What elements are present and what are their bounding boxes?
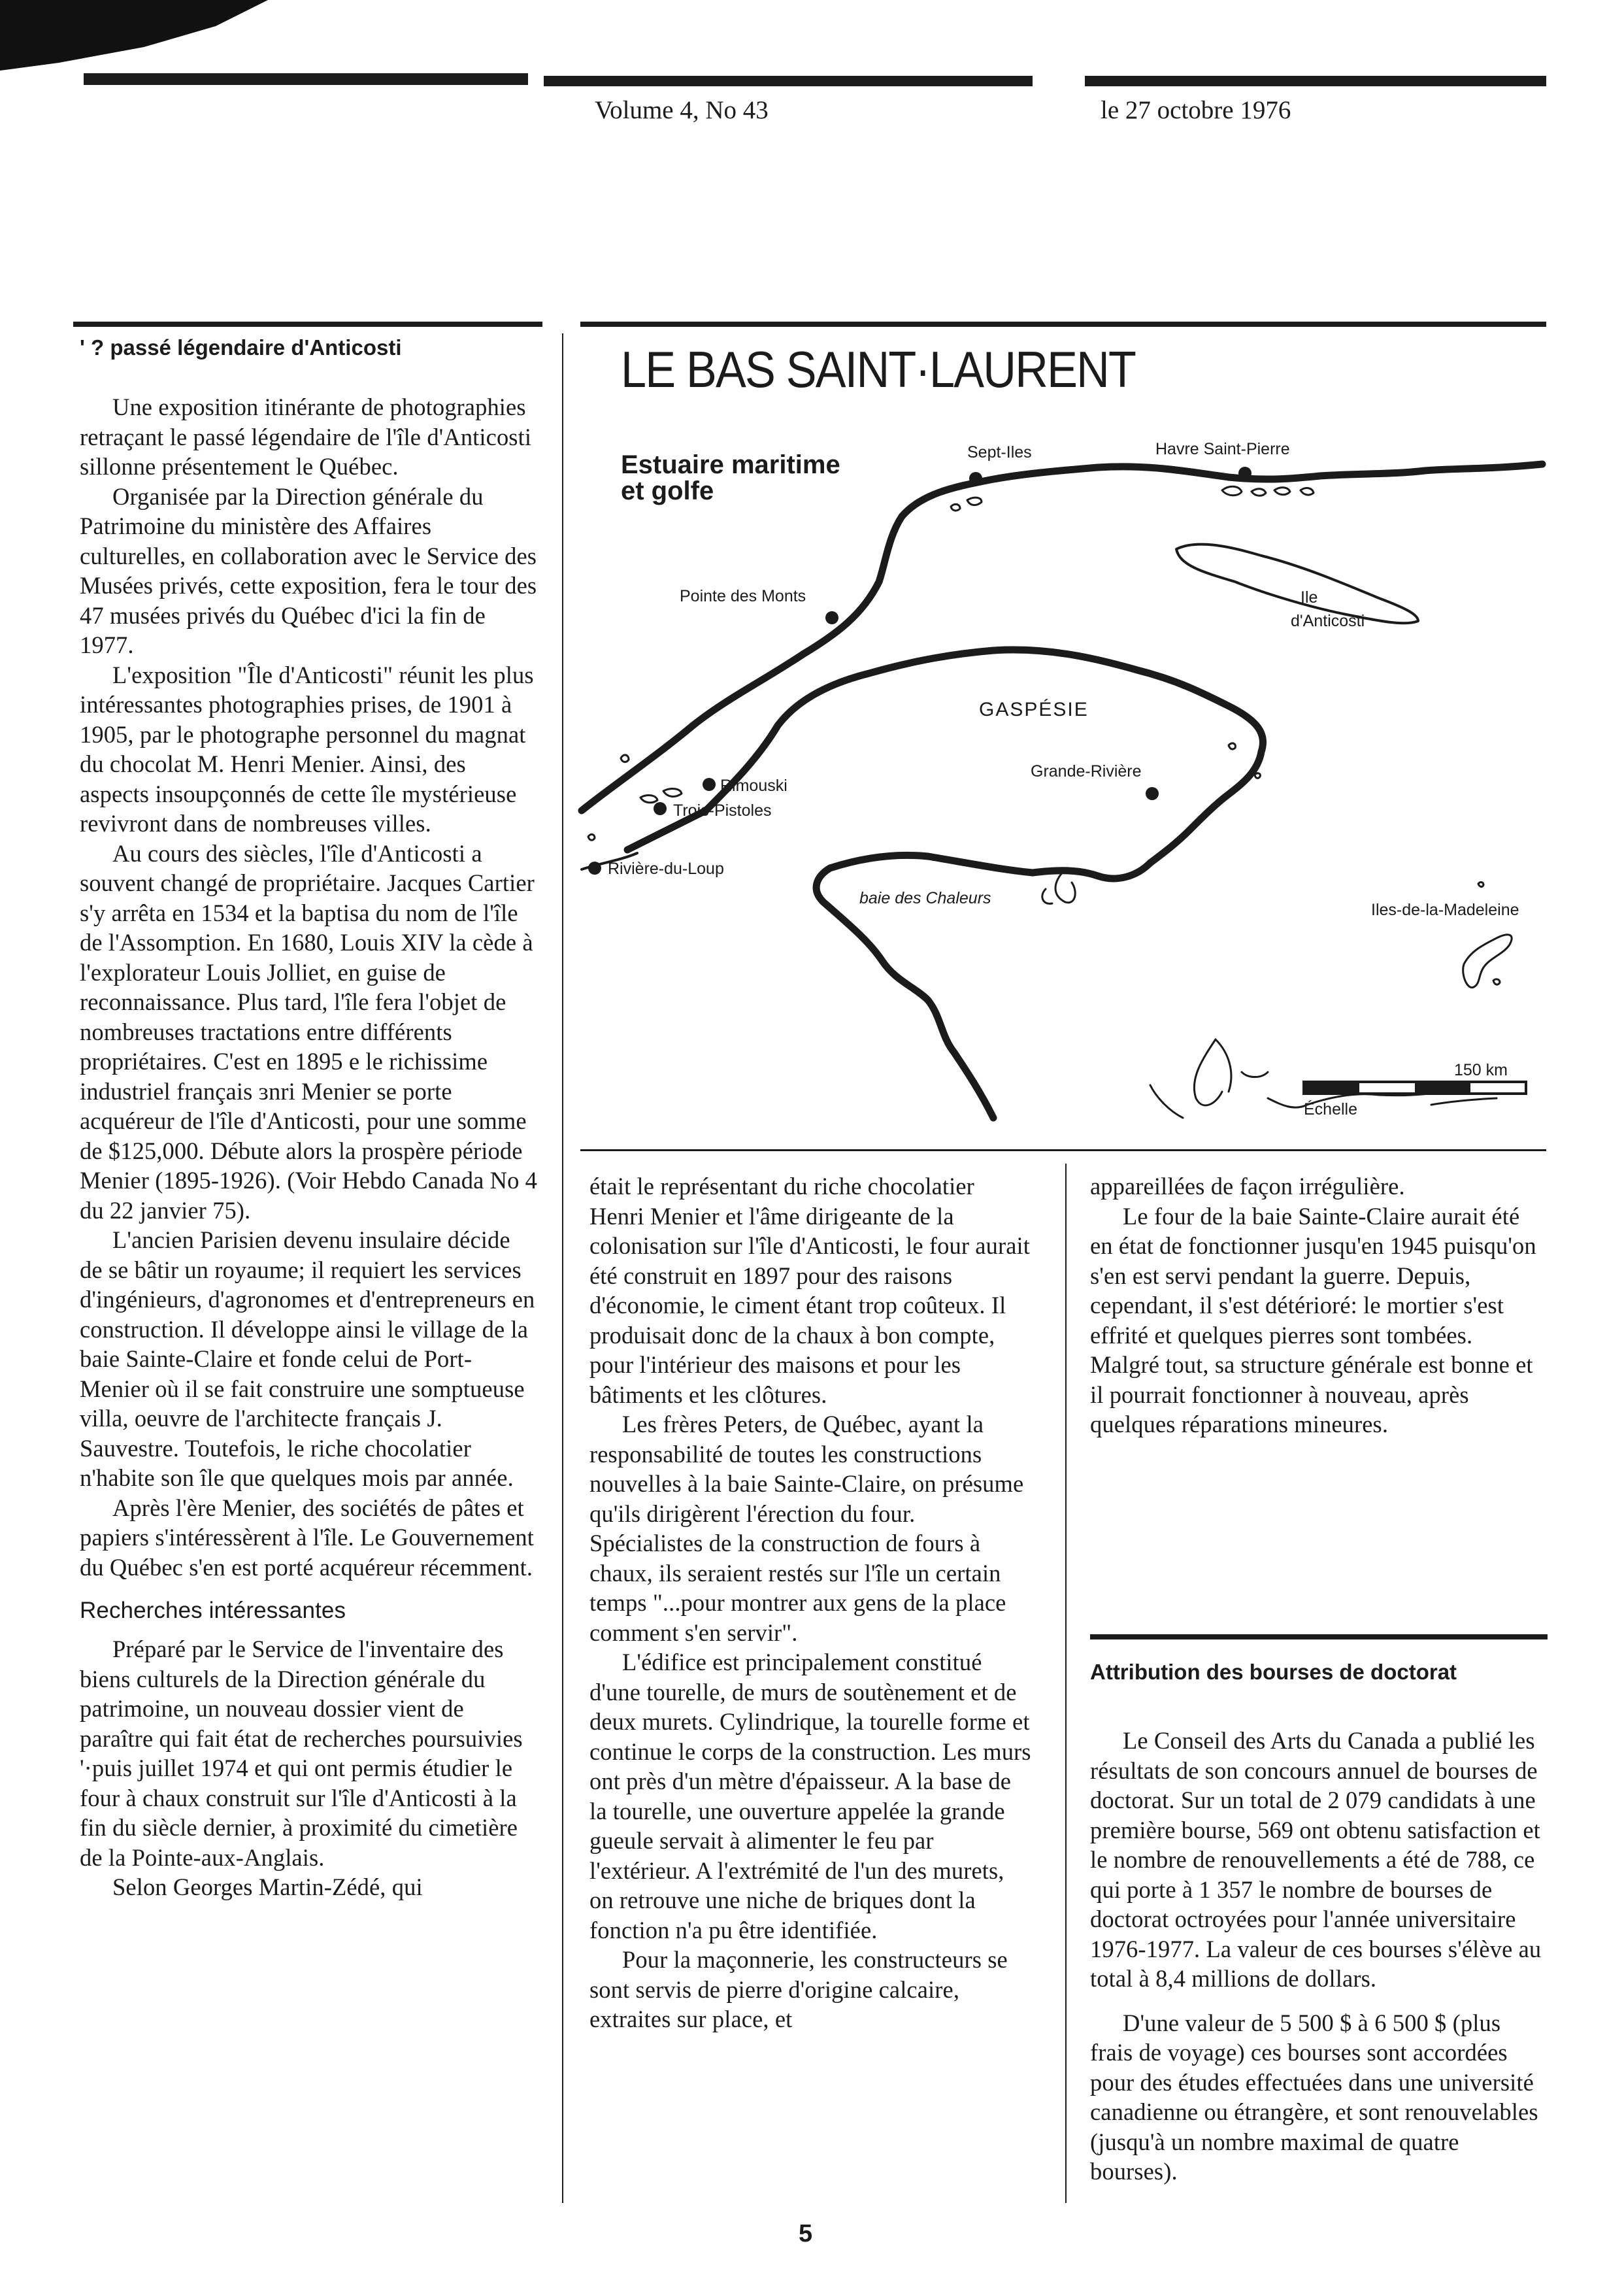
map-title: LE BAS SAINT·LAURENT	[621, 341, 1136, 398]
north-shore-coastline	[582, 464, 1542, 811]
right-paragraph-1: appareillées de façon irrégulière.	[1090, 1173, 1405, 1200]
left-paragraph-7: Préparé par le Service de l'inventaire des biens culturels de la Direction générale du patrimoine, un nouveau dossier vient de paraître qui fait état de recherches poursuivies '·puis juillet 1974 et qui ont permis étudier le four à chaux construit sur l'île d'Anticosti à la fin du siècle dernier, à proximité du cimetière de la Pointe-aux-Anglais.	[80, 1636, 523, 1871]
right-paragraph-2: Le four de la baie Sainte-Claire aurait été en état de fonctionner jusqu'en 1945 puisqu'on s'en est servi pendant la guerre. Depuis, cependant, il s'est détérioré: le mortier s'est effrité et quelques pierres sont tombées. Malgré tout, sa structure générale est bonne et il pourrait fonctionner à nouveau, après quelques réparations mineures.	[1090, 1202, 1536, 1437]
dot-trois-pistoles	[654, 802, 667, 815]
map-subtitle-line2: et golfe	[621, 477, 714, 505]
map-bottom-rule	[580, 1149, 1546, 1151]
scale-bar	[1304, 1082, 1526, 1094]
right-article-body	[1090, 1171, 1548, 1439]
dot-grande-riviere	[1146, 787, 1159, 800]
label-rimouski: Rimouski	[720, 777, 787, 795]
label-anticosti: d'Anticosti	[1291, 612, 1365, 630]
label-gaspesie: GASPÉSIE	[979, 699, 1089, 720]
left-paragraph-5: L'ancien Parisien devenu insulaire décide de se bâtir un royaume; il requiert les services d'ingénieurs, d'agronomes et d'entrepreneurs en construction. Il développe ainsi le village de la baie Sainte-Claire et fonde celui de Port-Menier où il se fait construire une somptueuse villa, oeuvre de l'architecte français J. Sauvestre. Toutefois, le riche chocolatier n'habite son île que quelques mois par année.	[80, 1226, 535, 1491]
page-number: 5	[799, 2220, 813, 2247]
label-baie-des-chaleurs: baie des Chaleurs	[859, 889, 991, 907]
dot-havre-saint-pierre	[1238, 467, 1251, 480]
dot-riviere-du-loup	[588, 862, 601, 875]
issue-volume: Volume 4, No 43	[595, 96, 769, 124]
left-paragraph-3: L'exposition "Île d'Anticosti" réunit les plus intéressantes photographies prises, de 1901 à 1905, par le photographe personnel du magnat du chocolat M. Henri Menier. Ainsi, des aspects insoupçonnés de cette île mystérieuse revivront dans de nombreuses villes.	[80, 661, 534, 837]
left-subhead: Recherches intéressantes	[80, 1598, 346, 1623]
left-paragraph-4: Au cours des siècles, l'île d'Anticosti a souvent changé de propriétaire. Jacques Cartier s'y arrêta en 1534 et la baptisa du nom de l'île de l'Assomption. En 1680, Louis XIV la cède à l'explorateur Louis Jolliet, en guise de reconnaissance. Plus tard, l'île fera l'objet de nombreuses tractations entre différents propriétaires. C'est en 1895 e le richissime industriel français ɜnri Menier se porte acquéreur de l'île d'Anticosti, pour une somme de $125,000. Débute alors la prospère période Menier (1895-1926). (Voir Hebdo Canada No 4 du 22 janvier 75).	[80, 839, 538, 1224]
middle-paragraph-2: Les frères Peters, de Québec, ayant la responsabilité de toutes les constructions nouvelles à la baie Sainte-Claire, on présume qu'ils dirigèrent l'érection du four. Spécialistes de la construction de fours à chaux, ils seraient restés sur l'île un certain temps "...pour montrer aux gens de la place comment s'en servir".	[589, 1411, 1024, 1646]
dot-rimouski	[703, 778, 716, 791]
dot-pointe-des-monts	[825, 611, 838, 624]
dot-sept-iles	[969, 472, 982, 485]
middle-paragraph-4: Pour la maçonnerie, les constructeurs se sont servis de pierre d'origine calcaire, extraites sur place, et	[589, 1946, 1008, 2032]
madeleine-islands	[1463, 882, 1512, 988]
south-shore-coastline	[627, 650, 1263, 863]
map-subtitle-line1: Estuaire maritime	[621, 450, 840, 479]
mingan-islands	[1222, 486, 1314, 496]
bourses-paragraph-1: Le Conseil des Arts du Canada a publié les résultats de son concours annuel de bourses de doctorat. Sur un total de 2 079 candidats à une première bourse, 569 ont obtenu satisfaction et le nombre de renouvellements a été de 788, ce qui porte à 1 357 le nombre de bourses de doctorat octroyées pour l'année universitaire 1976-1977. La valeur de ces bourses s'élève au total à 8,4 millions de dollars.	[1090, 1727, 1542, 1992]
header-rule-right	[1085, 76, 1546, 86]
left-paragraph-1: Une exposition itinérante de photographies retraçant le passé légendaire de l'île d'Anticosti sillonne présentement le Québec.	[80, 394, 532, 480]
middle-paragraph-3: L'édifice est principalement constitué d'une tourelle, de murs de soutènement et de deux murets. Cylindrique, la tourelle forme et continue le corps de la construction. Les murs ont près d'un mètre d'épaisseur. A la base de la tourelle, une ouverture appelée la grande gueule servait à alimenter le feu par l'extérieur. A l'extrémité de l'un des murets, on retrouve une niche de briques dont la fonction n'a pu être identifiée.	[589, 1649, 1031, 1943]
column-divider-2	[1065, 1164, 1067, 2203]
map-top-rule	[580, 322, 1546, 327]
label-pointe-des-monts: Pointe des Monts	[680, 587, 806, 605]
left-paragraph-2: Organisée par la Direction générale du Patrimoine du ministère des Affaires culturelles, en collaboration avec le Service des Musées privés, cette exposition, fera le tour des 47 musées privés du Québec d'ici la fin de 1977.	[80, 482, 537, 658]
column-divider	[562, 333, 563, 2203]
bourses-article-body	[1090, 1726, 1548, 2187]
label-havre-saint-pierre: Havre Saint-Pierre	[1155, 440, 1290, 458]
left-paragraph-6: Après l'ère Menier, des sociétés de pâtes et papiers s'intéressèrent à l'île. Le Gouvernement du Québec s'en est porté acquéreur récemment.	[80, 1494, 534, 1581]
sept-iles-islets	[951, 497, 982, 511]
label-trois-pistoles: Trois-Pistoles	[673, 801, 772, 820]
label-iles-de-la-madeleine: Iles-de-la-Madeleine	[1371, 901, 1519, 919]
bourses-section-rule	[1090, 1634, 1548, 1639]
header-rule-left	[84, 73, 528, 85]
middle-paragraph-1: était le représentant du riche chocolatier Henri Menier et l'âme dirigeante de la colonisation sur l'île d'Anticosti, le four aurait été construit en 1897 pour des raisons d'économie, le ciment étant trop coûteux. Il produisait donc de la chaux à bon compte, pour l'intérieur des maisons et pour les bâtiments et les clôtures.	[589, 1173, 1030, 1408]
issue-date: le 27 octobre 1976	[1101, 96, 1291, 124]
left-article-rule	[73, 322, 542, 327]
label-scale-km: 150 km	[1454, 1061, 1508, 1079]
bourses-paragraph-2: D'une valeur de 5 500 $ à 6 500 $ (plus frais de voyage) ces bourses sont accordées pour des études effectuées dans une université canadienne ou étrangère, et sont renouvelables (jusqu'à un nombre maximal de quatre bourses).	[1090, 2009, 1538, 2185]
label-grande-riviere: Grande-Rivière	[1031, 762, 1142, 781]
left-article-body	[80, 392, 537, 1902]
map-illustration	[575, 418, 1546, 1144]
label-riviere-du-loup: Rivière-du-Loup	[608, 860, 724, 878]
label-ile: Ile	[1301, 588, 1318, 607]
left-paragraph-8: Selon Georges Martin-Zédé, qui	[112, 1874, 423, 1900]
header-rule-middle	[544, 76, 1033, 86]
label-echelle: Échelle	[1304, 1100, 1357, 1118]
scan-corner-artifact	[0, 0, 281, 72]
left-article-title: ' ? passé légendaire d'Anticosti	[80, 335, 402, 360]
label-sept-iles: Sept-Iles	[967, 443, 1032, 462]
bourses-section-title: Attribution des bourses de doctorat	[1090, 1660, 1457, 1684]
middle-article-body	[589, 1171, 1034, 2034]
